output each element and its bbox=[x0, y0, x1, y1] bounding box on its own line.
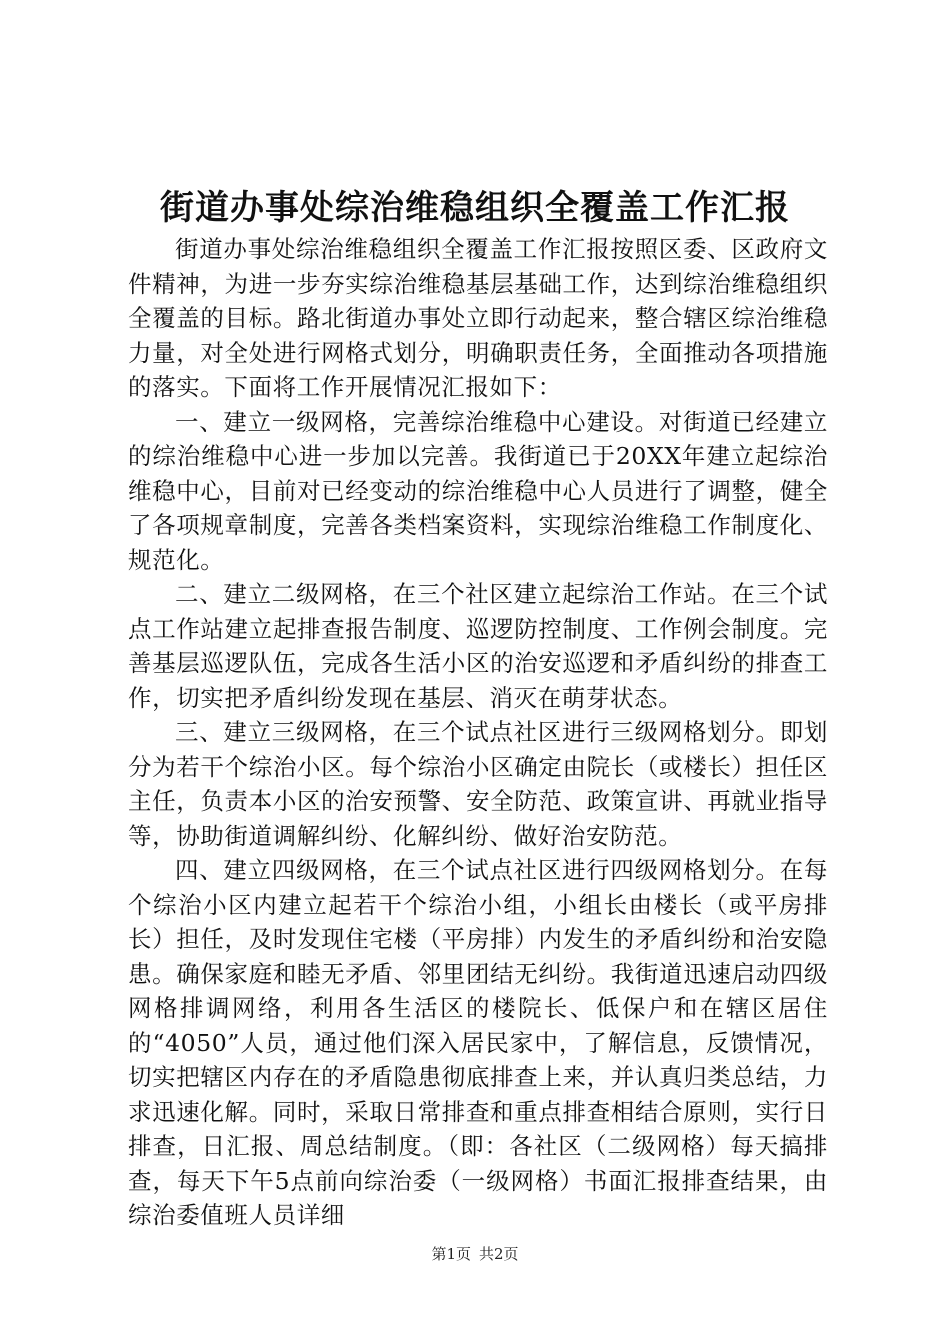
paragraph-level-three-grid: 三、建立三级网格，在三个试点社区进行三级网格划分。即划分为若干个综治小区。每个综治小区确定由院长（或楼长）担任区主任，负责本小区的治安预警、安全防范、政策宣讲、再就业指导等，协助街道调解纠纷、化解纠纷、做好治安防范。 bbox=[128, 718, 828, 850]
page-footer bbox=[0, 1244, 950, 1264]
page-number: 第1页 bbox=[431, 1245, 471, 1263]
page-total: 共2页 bbox=[479, 1245, 519, 1263]
document-title: 街道办事处综治维稳组织全覆盖工作汇报 bbox=[160, 188, 790, 228]
paragraph-level-four-grid: 四、建立四级网格，在三个试点社区进行四级网格划分。在每个综治小区内建立起若干个综治小组，小组长由楼长（或平房排长）担任，及时发现住宅楼（平房排）内发生的矛盾纠纷和治安隐患。确保家庭和睦无矛盾、邻里团结无纠纷。我街道迅速启动四级网格排调网络，利用各生活区的楼院长、低保户和在辖区居住的“4050”人员，通过他们深入居民家中，了解信息，反馈情况，切实把辖区内存在的矛盾隐患彻底排查上来，并认真归类总结，力求迅速化解。同时，采取日常排查和重点排查相结合原则，实行日排查，日汇报、周总结制度。（即：各社区（二级网格）每天搞排查，每天下午5点前向综治委（一级网格）书面汇报排查结果，由综治委值班人员详细 bbox=[128, 856, 828, 1229]
paragraph-level-one-grid: 一、建立一级网格，完善综治维稳中心建设。对街道已经建立的综治维稳中心进一步加以完善。我街道已于20XX年建立起综治维稳中心，目前对已经变动的综治维稳中心人员进行了调整，健全了各项规章制度，完善各类档案资料，实现综治维稳工作制度化、规范化。 bbox=[128, 407, 828, 574]
document-body bbox=[128, 232, 828, 1233]
paragraph-intro: 街道办事处综治维稳组织全覆盖工作汇报按照区委、区政府文件精神，为进一步夯实综治维稳基层基础工作，达到综治维稳组织全覆盖的目标。路北街道办事处立即行动起来，整合辖区综治维稳力量，对全处进行网格式划分，明确职责任务，全面推动各项措施的落实。下面将工作开展情况汇报如下： bbox=[128, 235, 828, 401]
paragraph-level-two-grid: 二、建立二级网格，在三个社区建立起综治工作站。在三个试点工作站建立起排查报告制度、巡逻防控制度、工作例会制度。完善基层巡逻队伍，完成各生活小区的治安巡逻和矛盾纠纷的排查工作，切实把矛盾纠纷发现在基层、消灭在萌芽状态。 bbox=[128, 580, 828, 712]
